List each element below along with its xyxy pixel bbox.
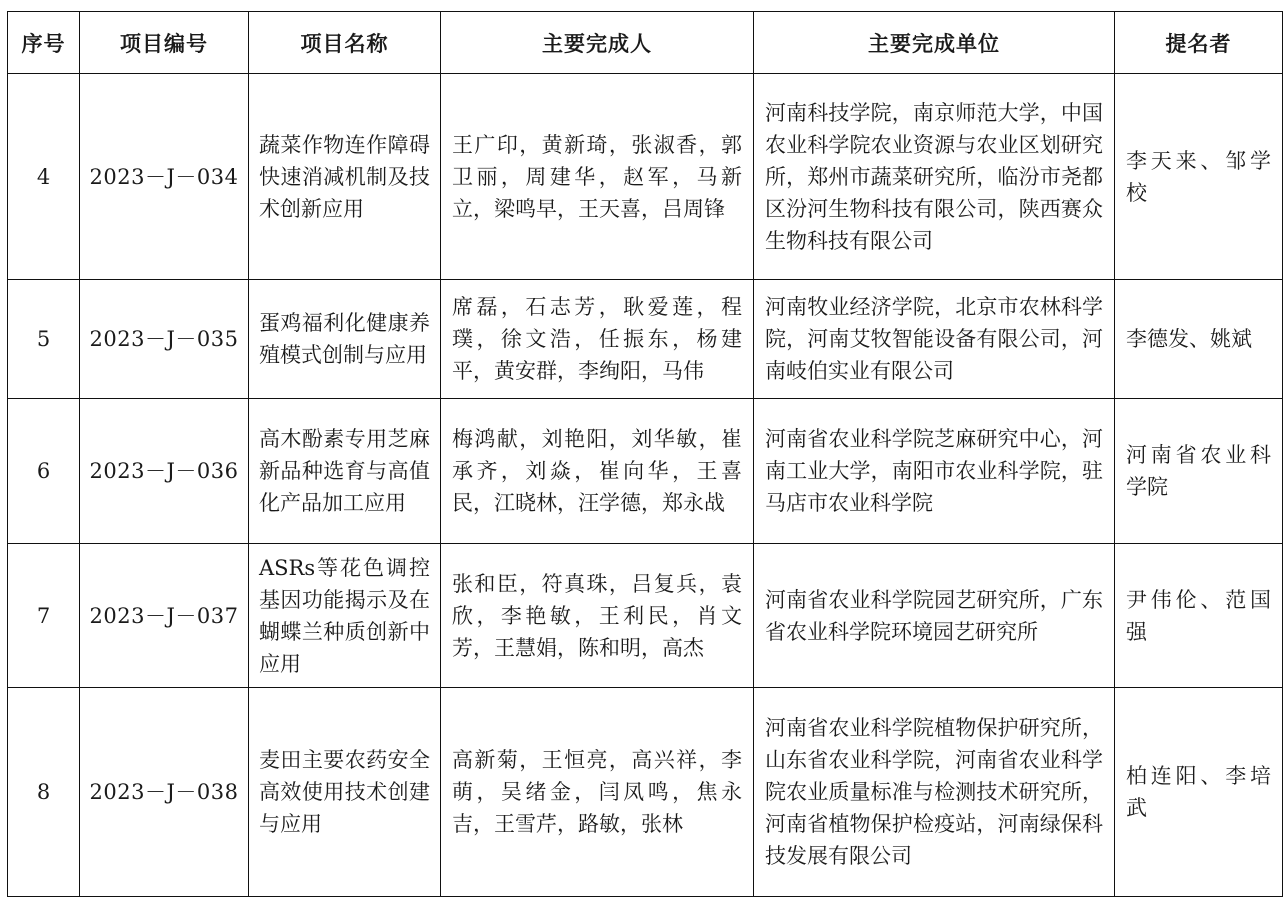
units-cell: 河南省农业科学院植物保护研究所，山东省农业科学院，河南省农业科学院农业质量标准与检测技术研究所，河南省植物保护检疫站，河南绿保科技发展有限公司 [754, 688, 1115, 897]
nominator-cell: 李德发、姚斌 [1115, 280, 1283, 399]
project-code-cell: 2023－J－038 [80, 688, 249, 897]
contributors-cell: 席磊，石志芳，耿爱莲，程璞，徐文浩，任振东，杨建平，黄安群，李绚阳，马伟 [441, 280, 754, 399]
project-code-cell: 2023－J－035 [80, 280, 249, 399]
contributors-cell: 张和臣，符真珠，吕复兵，袁欣，李艳敏，王利民，肖文芳，王慧娟，陈和明，高杰 [441, 544, 754, 688]
project-name-cell: 麦田主要农药安全高效使用技术创建与应用 [249, 688, 441, 897]
header-project-name: 项目名称 [249, 12, 441, 74]
table-body [8, 74, 1283, 897]
nominator-cell: 李天来、邹学校 [1115, 74, 1283, 280]
header-row [8, 12, 1283, 74]
table-row [8, 399, 1283, 544]
contributors-cell: 高新菊，王恒亮，高兴祥，李萌，吴绪金，闫凤鸣，焦永吉，王雪芹，路敏，张林 [441, 688, 754, 897]
serial-number-cell: 6 [8, 399, 80, 544]
units-cell: 河南牧业经济学院，北京市农林科学院，河南艾牧智能设备有限公司，河南岐伯实业有限公司 [754, 280, 1115, 399]
project-code-cell: 2023－J－036 [80, 399, 249, 544]
awards-table [7, 11, 1283, 897]
project-name-cell: 高木酚素专用芝麻新品种选育与高值化产品加工应用 [249, 399, 441, 544]
contributors-cell: 梅鸿献，刘艳阳，刘华敏，崔承齐，刘焱，崔向华，王喜民，江晓林，汪学德，郑永战 [441, 399, 754, 544]
project-name-cell: ASRs等花色调控基因功能揭示及在蝴蝶兰种质创新中应用 [249, 544, 441, 688]
table-header [8, 12, 1283, 74]
nominator-cell: 河南省农业科学院 [1115, 399, 1283, 544]
project-code-cell: 2023－J－034 [80, 74, 249, 280]
project-code-cell: 2023－J－037 [80, 544, 249, 688]
header-main-units: 主要完成单位 [754, 12, 1115, 74]
header-main-contributors: 主要完成人 [441, 12, 754, 74]
serial-number-cell: 7 [8, 544, 80, 688]
nominator-cell: 柏连阳、李培武 [1115, 688, 1283, 897]
nominator-cell: 尹伟伦、范国强 [1115, 544, 1283, 688]
table-row [8, 544, 1283, 688]
project-name-cell: 蛋鸡福利化健康养殖模式创制与应用 [249, 280, 441, 399]
header-project-code: 项目编号 [80, 12, 249, 74]
project-name-cell: 蔬菜作物连作障碍快速消减机制及技术创新应用 [249, 74, 441, 280]
serial-number-cell: 5 [8, 280, 80, 399]
units-cell: 河南科技学院，南京师范大学，中国农业科学院农业资源与农业区划研究所，郑州市蔬菜研究所，临汾市尧都区汾河生物科技有限公司，陕西赛众生物科技有限公司 [754, 74, 1115, 280]
serial-number-cell: 8 [8, 688, 80, 897]
contributors-cell: 王广印，黄新琦，张淑香，郭卫丽，周建华，赵军，马新立，梁鸣早，王天喜，吕周锋 [441, 74, 754, 280]
header-serial-number: 序号 [8, 12, 80, 74]
units-cell: 河南省农业科学院芝麻研究中心，河南工业大学，南阳市农业科学院，驻马店市农业科学院 [754, 399, 1115, 544]
serial-number-cell: 4 [8, 74, 80, 280]
table-row [8, 688, 1283, 897]
table-row [8, 280, 1283, 399]
table-row [8, 74, 1283, 280]
units-cell: 河南省农业科学院园艺研究所，广东省农业科学院环境园艺研究所 [754, 544, 1115, 688]
header-nominator: 提名者 [1115, 12, 1283, 74]
